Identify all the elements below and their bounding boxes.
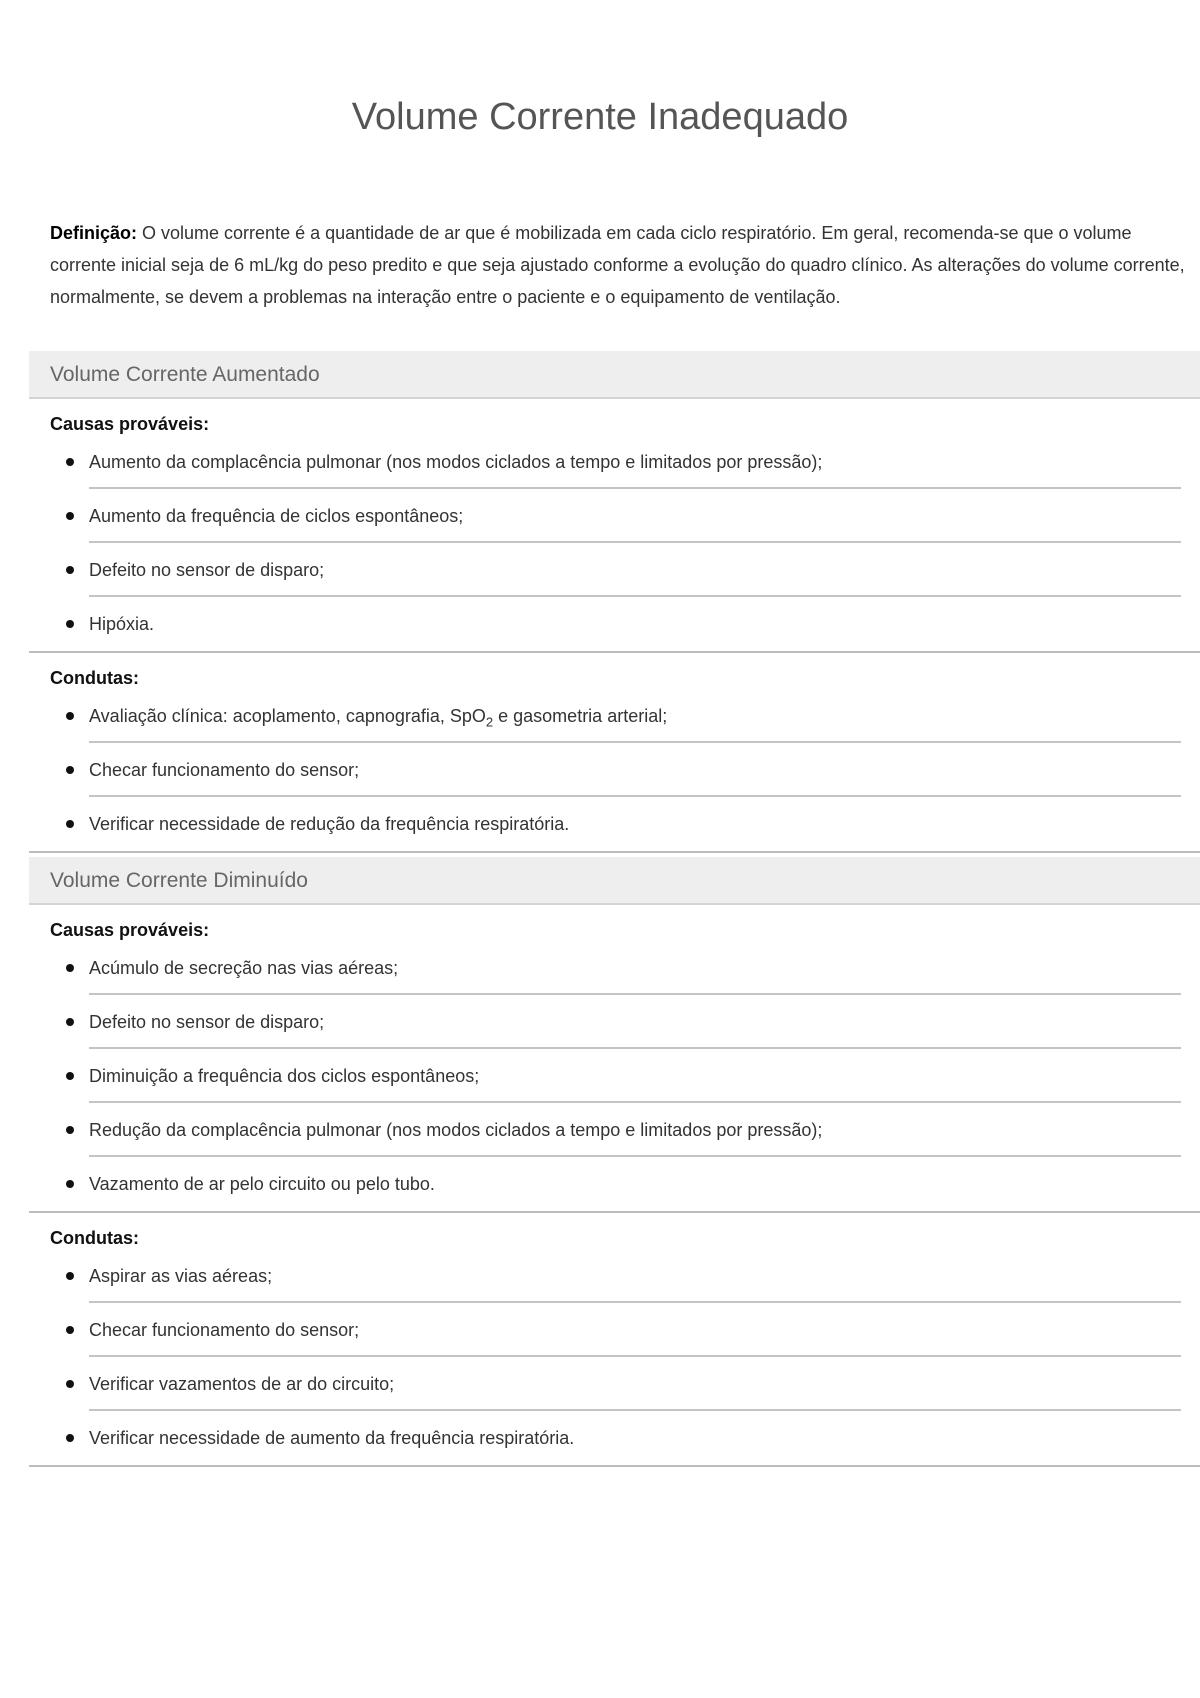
list-item-text: Avaliação clínica: acoplamento, capnografia, SpO$_2$ e gasometria arterial; (89, 706, 668, 730)
list-item (89, 1357, 1181, 1411)
definition-text: O volume corrente é a quantidade de ar que é mobilizada em cada ciclo respiratório. Em geral, recomenda-se que o volume corrente inicial seja de 6 mL/kg do peso predito e que seja ajustado conforme a evolução do quadro clínico. As alterações do volume corrente, normalmente, se devem a problemas na interação entre o paciente e o equipamento de ventilação. (50, 223, 1185, 307)
bullet-icon (66, 566, 74, 574)
definition-paragraph (50, 217, 1185, 313)
causes-group (29, 399, 1200, 653)
causes-label: Causas prováveis: (50, 920, 210, 940)
definition-label: Definição: (50, 223, 138, 243)
bullet-icon (66, 1180, 74, 1188)
bullet-icon (66, 712, 74, 720)
bullet-icon (66, 964, 74, 972)
list-item (89, 743, 1181, 797)
list-item-text: Diminuição a frequência dos ciclos espontâneos; (89, 1066, 480, 1086)
list-item (89, 543, 1181, 597)
bullet-icon (66, 1018, 74, 1026)
actions-group (29, 653, 1200, 853)
list-item-text: Aumento da complacência pulmonar (nos modos ciclados a tempo e limitados por pressão); (89, 452, 823, 472)
list-item (89, 797, 1181, 851)
list-item (89, 995, 1181, 1049)
list-item (89, 689, 1181, 743)
actions-label: Condutas: (50, 668, 139, 688)
list-item-text: Defeito no sensor de disparo; (89, 1012, 325, 1032)
causes-label: Causas prováveis: (50, 414, 210, 434)
list-item (89, 489, 1181, 543)
bullet-icon (66, 1272, 74, 1280)
actions-list (29, 1249, 1200, 1465)
list-item (89, 1249, 1181, 1303)
bullet-icon (66, 458, 74, 466)
bullet-icon (66, 1434, 74, 1442)
bullet-icon (66, 1326, 74, 1334)
actions-label: Condutas: (50, 1228, 139, 1248)
bullet-icon (66, 620, 74, 628)
list-item-text: Aumento da frequência de ciclos espontâneos; (89, 506, 464, 526)
list-item-text: Checar funcionamento do sensor; (89, 760, 360, 780)
section-increased-tidal-volume (29, 351, 1200, 853)
section-header: Volume Corrente Aumentado (29, 351, 1200, 399)
list-item-text: Verificar necessidade de redução da frequência respiratória. (89, 814, 570, 834)
bullet-icon (66, 512, 74, 520)
page-title: Volume Corrente Inadequado (351, 96, 849, 138)
causes-list (29, 435, 1200, 651)
actions-group (29, 1213, 1200, 1467)
section-decreased-tidal-volume (29, 857, 1200, 1467)
list-item (89, 1049, 1181, 1103)
actions-list (29, 689, 1200, 851)
list-item (89, 597, 1181, 651)
list-item (89, 435, 1181, 489)
list-item-text: Verificar vazamentos de ar do circuito; (89, 1374, 395, 1394)
bullet-icon (66, 1380, 74, 1388)
list-item (89, 1303, 1181, 1357)
list-item-text: Aspirar as vias aéreas; (89, 1266, 273, 1286)
bullet-icon (66, 820, 74, 828)
list-item (89, 941, 1181, 995)
causes-list (29, 941, 1200, 1211)
list-item-text: Defeito no sensor de disparo; (89, 560, 325, 580)
bullet-icon (66, 1126, 74, 1134)
list-item (89, 1411, 1181, 1465)
list-item-text: Acúmulo de secreção nas vias aéreas; (89, 958, 399, 978)
list-item-text: Verificar necessidade de aumento da frequência respiratória. (89, 1428, 575, 1448)
list-item (89, 1103, 1181, 1157)
bullet-icon (66, 1072, 74, 1080)
bullet-icon (66, 766, 74, 774)
section-header: Volume Corrente Diminuído (29, 857, 1200, 905)
list-item-text: Checar funcionamento do sensor; (89, 1320, 360, 1340)
list-item-text: Redução da complacência pulmonar (nos modos ciclados a tempo e limitados por pressão); (89, 1120, 823, 1140)
causes-group (29, 905, 1200, 1213)
list-item-text: Hipóxia. (89, 614, 155, 634)
list-item-text: Vazamento de ar pelo circuito ou pelo tubo. (89, 1174, 435, 1194)
list-item (89, 1157, 1181, 1211)
